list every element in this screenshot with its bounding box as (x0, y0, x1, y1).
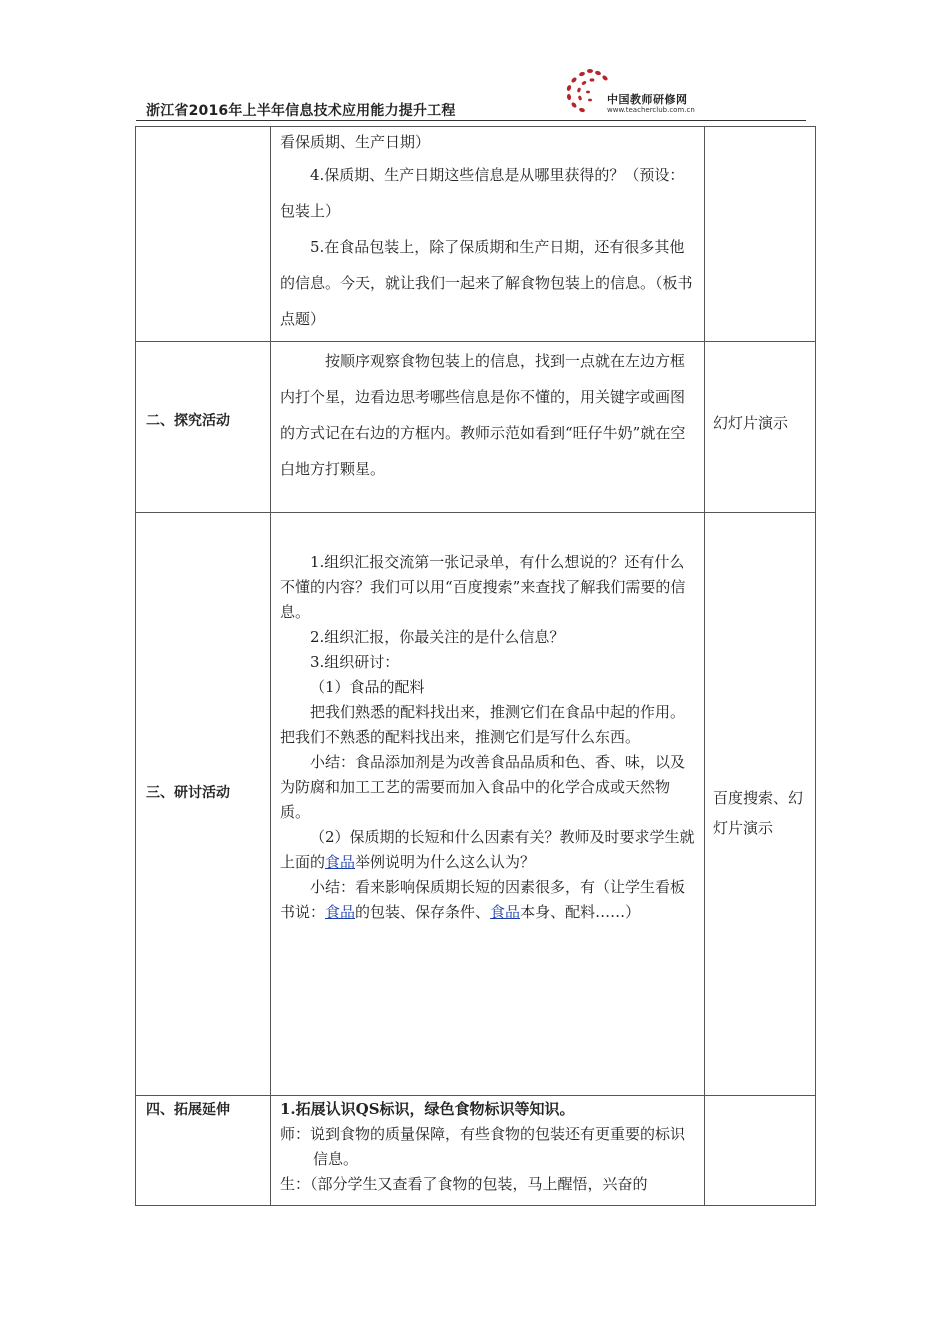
paragraph: 按顺序观察食物包装上的信息，找到一点就在左边方框内打个星，边看边思考哪些信息是你不懂的，用关键字或画图的方式记在右边的方框内。教师示范如看到“旺仔牛奶”就在空白地方打颗星。 (280, 352, 686, 478)
paragraph: 生：（部分学生又查看了食物的包装，马上醒悟，兴奋的 (280, 1175, 648, 1193)
text-run: 小结：看来影响保质期长短的因素很多，有（让学生看板书说： (280, 878, 686, 921)
paragraph: 5.在食品包装上，除了保质期和生产日期，还有很多其他的信息。今天，就让我们一起来了解食物包装上的信息。（板书点题） (280, 238, 693, 328)
paragraph: 小结：食品添加剂是为改善食品品质和色、香、味，以及为防腐和加工工艺的需要而加入食品中的化学合成或天然物质。 (280, 753, 686, 821)
table-row (136, 127, 816, 342)
table-row (136, 513, 816, 1096)
row-resource-cell (705, 127, 816, 342)
resource-text: 幻灯片演示 (713, 414, 789, 432)
row-content-cell (271, 342, 705, 513)
paragraph: 2.组织汇报，你最关注的是什么信息？ (310, 628, 565, 646)
food-link[interactable]: 食品 (325, 853, 356, 871)
paragraph: 把我们熟悉的配料找出来，推测它们在食品中起的作用。把我们不熟悉的配料找出来，推测它们是写什么东西。 (280, 703, 686, 746)
row-label-cell (136, 127, 271, 342)
row-resource-cell (705, 1096, 816, 1206)
header-title: 浙江省2016年上半年信息技术应用能力提升工程 (146, 103, 456, 119)
header-rule (136, 120, 806, 121)
paragraph (280, 875, 696, 925)
row-resource-cell (705, 342, 816, 513)
food-link[interactable]: 食品 (325, 903, 356, 921)
paragraph: （1）食品的配料 (310, 678, 425, 696)
logo-name: 中国教师研修网 (607, 93, 688, 106)
row-content-cell (271, 1096, 705, 1206)
row-label-cell (136, 513, 271, 1096)
row-content-cell (271, 513, 705, 1096)
row-label-cell (136, 342, 271, 513)
text-run: （2）保质期的长短和什么因素有关？教师及时要求学生就上面的 (280, 828, 695, 871)
paragraph-heading: 1.拓展认识QS标识，绿色食物标识等知识。 (280, 1100, 575, 1118)
text-run: 举例说明为什么这么认为？ (355, 853, 536, 871)
row-label: 四、拓展延伸 (146, 1102, 230, 1118)
paragraph: 看保质期、生产日期） (280, 133, 431, 151)
row-label: 三、研讨活动 (146, 785, 230, 801)
paragraph: 3.组织研讨： (310, 653, 400, 671)
table-row (136, 1096, 816, 1206)
text-run: 的包装、保存条件、 (355, 903, 491, 921)
paragraph: 1.组织汇报交流第一张记录单，有什么想说的？还有什么不懂的内容？我们可以用“百度搜索”来查找了解我们需要的信息。 (280, 553, 686, 621)
row-resource-cell (705, 513, 816, 1096)
row-label-cell (136, 1096, 271, 1206)
row-label: 二、探究活动 (146, 413, 230, 429)
food-link[interactable]: 食品 (490, 903, 521, 921)
resource-text: 百度搜索、幻灯片演示 (713, 789, 804, 837)
row-content-cell (271, 127, 705, 342)
paragraph: 师：说到食物的质量保障，有些食物的包装还有更重要的标识信息。 (280, 1125, 686, 1168)
paragraph (280, 825, 696, 875)
paragraph: 4.保质期、生产日期这些信息是从哪里获得的？（预设：包装上） (280, 166, 685, 220)
table-row (136, 342, 816, 513)
logo-url: www.teacherclub.com.cn (607, 106, 695, 114)
lesson-plan-table (135, 126, 816, 1206)
text-run: 本身、配料……） (520, 903, 641, 921)
